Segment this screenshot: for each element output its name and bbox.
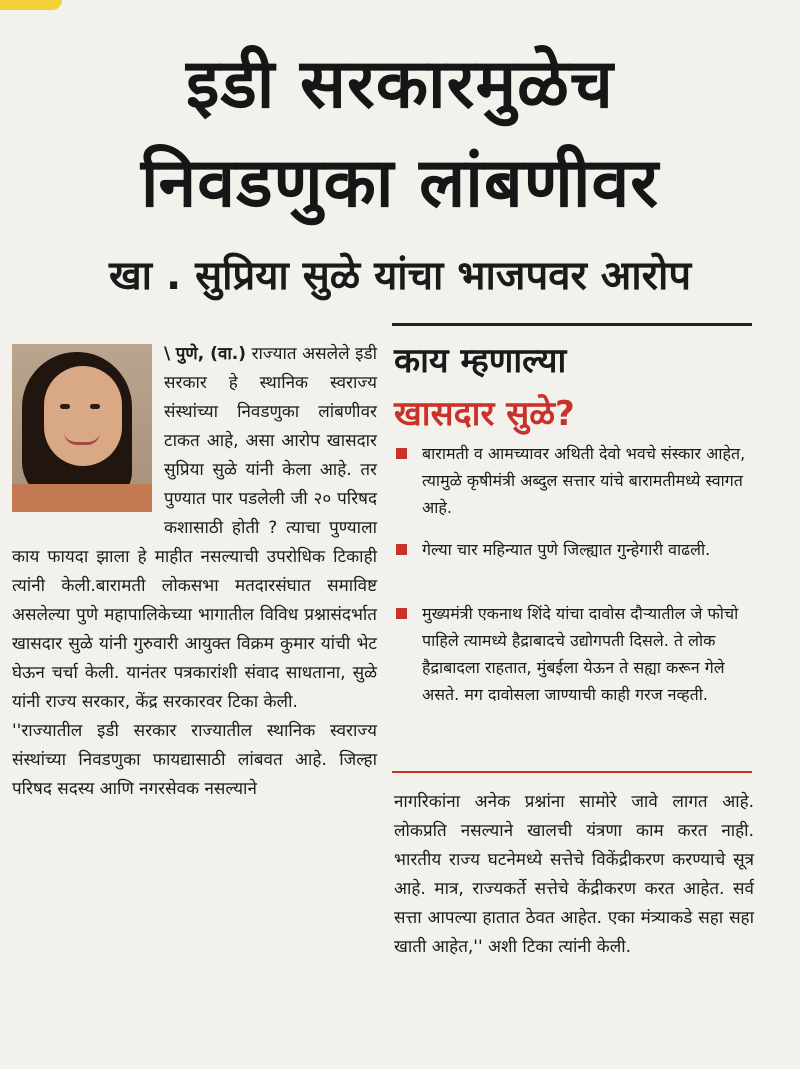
sidebar-title-line-2: खासदार सुळे? [394, 394, 575, 434]
sidebar-bullet [396, 536, 756, 563]
sidebar-bullet-text: गेल्या चार महिन्यात पुणे जिल्ह्यात गुन्हेगारी वाढली. [422, 540, 711, 559]
headline-line-2: निवडणुका लांबणीवर [140, 144, 660, 223]
article-paragraph-2: ''राज्यातील इडी सरकार राज्यातील स्थानिक स्वराज्य संस्थांच्या निवडणुका फायद्यासाठी लांबवत आहे. जिल्हा परिषद सदस्य आणि नगरसेवक नसल्याने [12, 721, 377, 799]
article-right-column [394, 788, 754, 962]
article-left-column [12, 340, 377, 804]
dateline-mark: \ [164, 344, 171, 364]
article-paragraph-1 [12, 340, 377, 717]
photo-shoulder [12, 484, 152, 512]
article-paragraph-3: नागरिकांना अनेक प्रश्नांना सामोरे जावे लागत आहे. लोकप्रति नसल्याने खालची यंत्रणा काम करत नाही. भारतीय राज्य घटनेमध्ये सत्तेचे विकेंद्रीकरण करण्याचे सूत्र आहे. मात्र, राज्यकर्ते सत्तेचे केंद्रीकरण करत आहेत. सर्व सत्ता आपल्या हातात ठेवत आहेत. एका मंत्र्याकडे सहा सहा खाती आहेत,'' अशी टिका त्यांनी केली. [394, 792, 754, 957]
sidebar-bullet-text: मुख्यमंत्री एकनाथ शिंदे यांचा दावोस दौऱ्यातील जे फोचो पाहिले त्यामध्ये हैद्राबादचे उद्योगपती दिसले. ते लोक हैद्राबादला राहतात, मुंबईला येऊन ते सह्या करून गेले असते. मग दावोसला जाण्याची काही गरज नव्हती. [422, 604, 739, 704]
bullet-square-icon [396, 608, 407, 619]
dateline: पुणे, (वा.) [175, 344, 247, 364]
photo-eye-right [90, 404, 100, 409]
sidebar-bullet-text: बारामती व आमच्यावर अथिती देवो भवचे संस्कार आहेत, त्यामुळे कृषीमंत्री अब्दुल सत्तार यांचे बारामतीमध्ये स्वागत आहे. [422, 444, 746, 517]
sidebar-top-rule [392, 323, 752, 326]
portrait-photo [12, 344, 152, 512]
subheadline: खा . सुप्रिया सुळे यांचा भाजपवर आरोप [108, 253, 692, 299]
article-paragraph-1-text: राज्यात असलेले इडी सरकार हे स्थानिक स्वराज्य संस्थांच्या निवडणुका लांबणीवर टाकत आहे, असा आरोप खासदार सुप्रिया सुळे यांनी केला आहे. तर पुण्यात पार पडलेली जी २० परिषद कशासाठी होती ? त्याचा पुण्याला काय फायदा झाला हे माहीत नसल्याची उपरोधिक टिकाही त्यांनी केली.बारामती लोकसभा मतदारसंघात समाविष्ट असलेल्या पुणे महापालिकेच्या भागातील विविध प्रश्नासंदर्भात खासदार सुळे यांनी गुरुवारी आयुक्त विक्रम कुमार यांची भेट घेऊन चर्चा केली. यानंतर पत्रकारांशी संवाद साधताना, सुळे यांनी राज्य सरकार, केंद्र सरकारवर टिका केली. [12, 344, 378, 712]
photo-eye-left [60, 404, 70, 409]
sidebar-title-line-1: काय म्हणाल्या [394, 341, 567, 381]
sidebar-bullet [396, 600, 756, 708]
headline-line-1: इडी सरकारमुळेच [185, 45, 614, 124]
sidebar-bullet [396, 440, 756, 521]
bullet-square-icon [396, 448, 407, 459]
photo-face [44, 366, 122, 466]
bullet-square-icon [396, 544, 407, 555]
sidebar-bottom-red-rule [392, 771, 752, 773]
corner-tab-decoration [0, 0, 62, 10]
